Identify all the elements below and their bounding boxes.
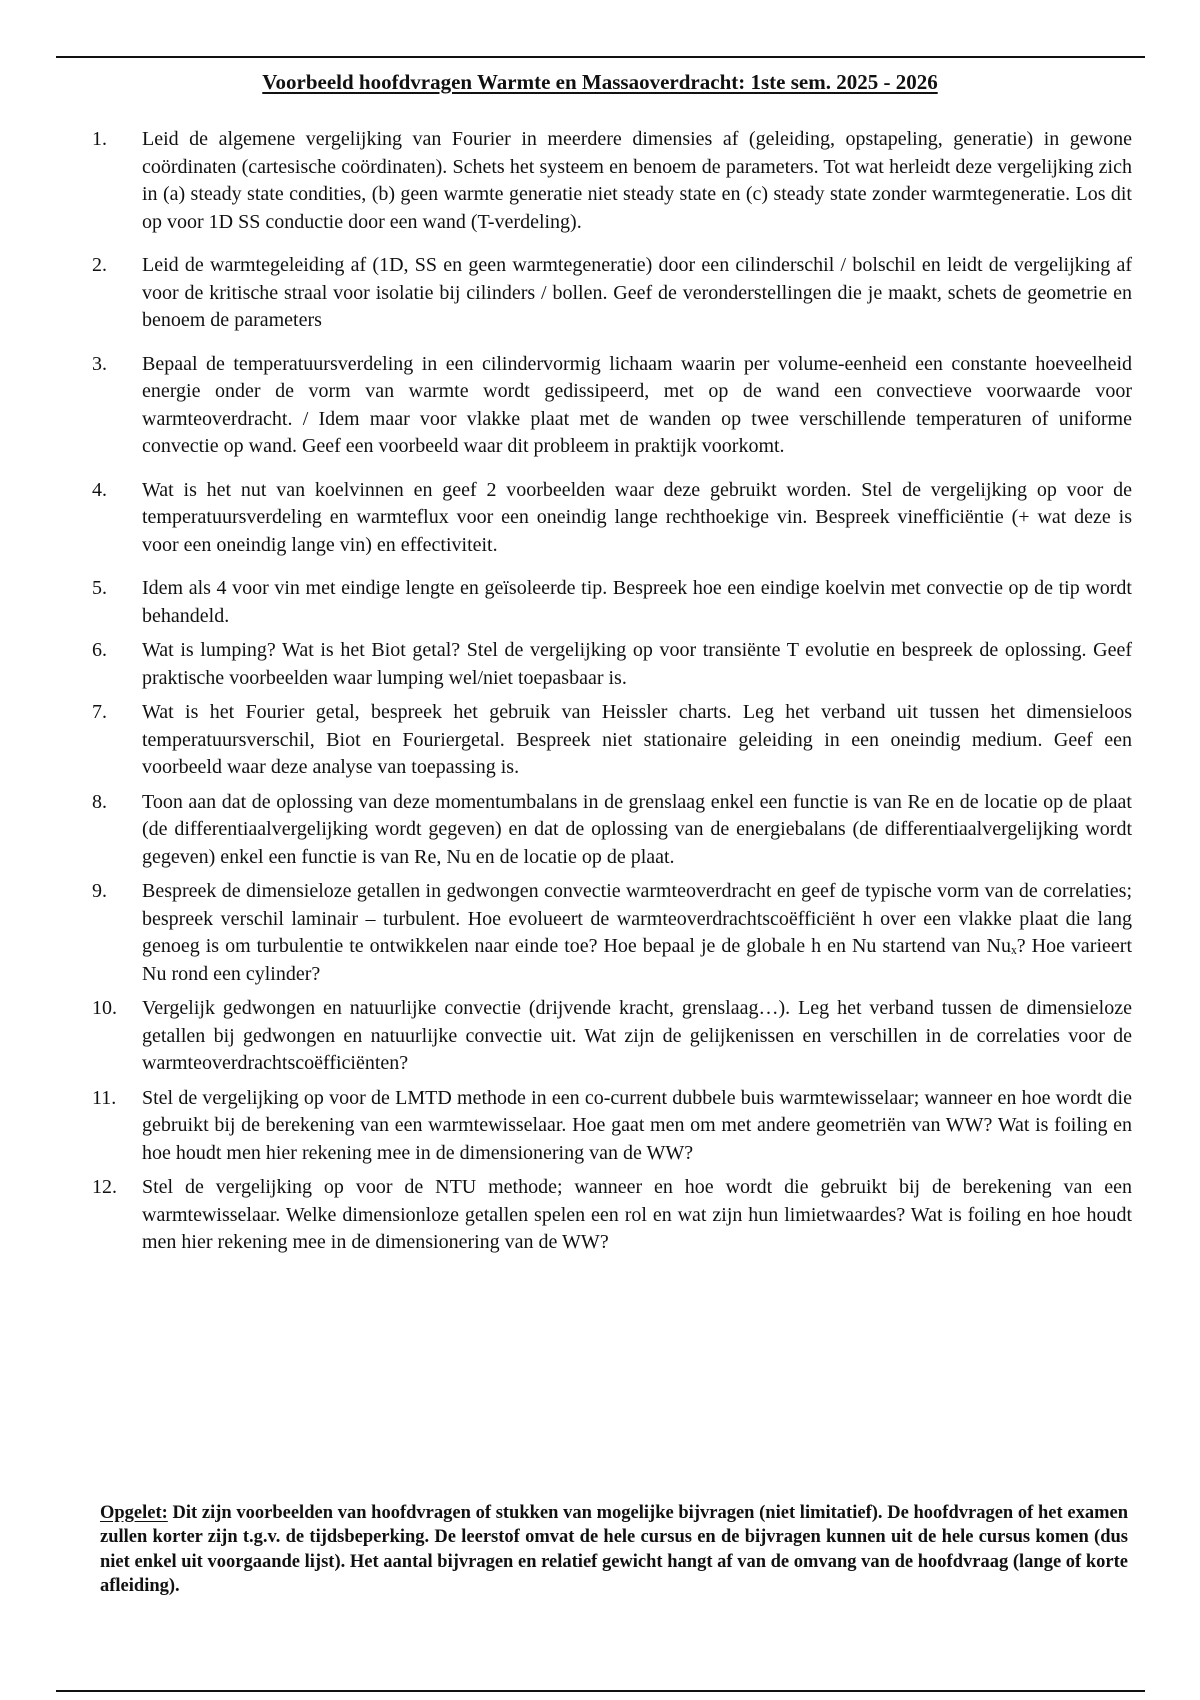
question-item <box>92 637 1132 692</box>
question-number: 3. <box>92 352 107 375</box>
question-text: Leid de algemene vergelijking van Fourier in meerdere dimensies af (geleiding, opstapeling, generatie) in gewone coördinaten (cartesische coördinaten). Schets het systeem en benoem de parameters. Tot wat herleidt deze vergelijking zich in (a) steady state condities, (b) geen warmte generatie niet steady state en (c) steady state zonder warmtegeneratie. Los dit op voor 1D SS conductie door een wand (T-verdeling). <box>142 128 1132 233</box>
question-number: 4. <box>92 478 107 501</box>
page-title-text: Voorbeeld hoofdvragen Warmte en Massaoverdracht: 1ste sem. 2025 - 2026 <box>262 70 938 94</box>
question-text: Stel de vergelijking op voor de NTU methode; wanneer en hoe wordt die gebruikt bij de berekening van een warmtewisselaar. Welke dimensionloze getallen spelen een rol en wat zijn hun limietwaardes? Wat is foiling en hoe houdt men hier rekening mee in de dimensionering van de WW? <box>142 1176 1132 1253</box>
question-item <box>92 699 1132 782</box>
question-text: Wat is het nut van koelvinnen en geef 2 voorbeelden waar deze gebruikt worden. Stel de vergelijking op voor de temperatuursverdeling en warmteflux voor een oneindig lange rechthoekige vin. Bespreek vinefficiëntie (+ wat deze is voor een oneindig lange vin) en effectiviteit. <box>142 478 1132 556</box>
question-number: 8. <box>92 790 107 813</box>
question-item <box>92 477 1132 560</box>
question-item <box>92 1174 1132 1257</box>
question-text: Leid de warmtegeleiding af (1D, SS en geen warmtegeneratie) door een cilinderschil / bolschil en leidt de vergelijking af voor de kritische straal voor isolatie bij cilinders / bollen. Geef de veronderstellingen die je maakt, schets de geometrie en benoem de parameters <box>142 254 1132 331</box>
question-number: 2. <box>92 254 107 276</box>
question-number: 11. <box>92 1086 117 1109</box>
question-text: Idem als 4 voor vin met eindige lengte en geïsoleerde tip. Bespreek hoe een eindige koelvin met convectie op de tip wordt behandeld. <box>142 577 1132 627</box>
question-item <box>92 351 1132 461</box>
question-number: 6. <box>92 639 107 661</box>
question-list <box>92 126 1132 1264</box>
page-title <box>0 70 1200 95</box>
question-number: 9. <box>92 880 107 902</box>
question-text: Wat is het Fourier getal, bespreek het gebruik van Heissler charts. Leg het verband uit tussen het dimensieloos temperatuursverschil, Biot en Fouriergetal. Bespreek niet stationaire geleiding in een oneindig medium. Geef een voorbeeld waar deze analyse van toepassing is. <box>142 701 1132 778</box>
question-number: 7. <box>92 701 107 723</box>
question-item <box>92 1085 1132 1168</box>
question-text: Bespreek de dimensieloze getallen in gedwongen convectie warmteoverdracht en geef de typische vorm van de correlaties; bespreek verschil laminair – turbulent. Hoe evolueert de warmteoverdrachtscoëfficiënt h over een vlakke plaat die lang genoeg is om turbulentie te ontwikkelen naar einde toe? Hoe bepaal je de globale h en Nu startend van Nuₓ? Hoe varieert Nu rond een cylinder? <box>142 880 1132 985</box>
question-item <box>92 789 1132 872</box>
bottom-divider <box>56 1690 1145 1692</box>
question-number: 12. <box>92 1176 117 1198</box>
question-item <box>92 995 1132 1078</box>
exam-notice <box>100 1501 1128 1599</box>
question-item <box>92 878 1132 988</box>
question-text: Stel de vergelijking op voor de LMTD methode in een co-current dubbele buis warmtewisselaar; wanneer en hoe wordt die gebruikt bij de berekening van een warmtewisselaar. Hoe gaat men om met andere geometriën van WW? Wat is foiling en hoe houdt men hier rekening mee in de dimensionering van de WW? <box>142 1086 1132 1164</box>
question-text: Vergelijk gedwongen en natuurlijke convectie (drijvende kracht, grenslaag…). Leg het verband tussen de dimensieloze getallen bij gedwongen en natuurlijke convectie uit. Wat zijn de gelijkenissen en verschillen in de correlaties voor de warmteoverdrachtscoëfficiënten? <box>142 997 1132 1074</box>
question-number: 1. <box>92 128 107 150</box>
question-item <box>92 126 1132 236</box>
top-divider <box>56 56 1145 58</box>
question-text: Toon aan dat de oplossing van deze momentumbalans in de grenslaag enkel een functie is van Re en de locatie op de plaat (de differentiaalvergelijking wordt gegeven) en dat de oplossing van de energiebalans (de differentiaalvergelijking wordt gegeven) enkel een functie is van Re, Nu en de locatie op de plaat. <box>142 790 1132 868</box>
question-item <box>92 575 1132 630</box>
question-text: Wat is lumping? Wat is het Biot getal? Stel de vergelijking op voor transiënte T evolutie en bespreek de oplossing. Geef praktische voorbeelden waar lumping wel/niet toepasbaar is. <box>142 639 1132 689</box>
question-number: 5. <box>92 577 107 599</box>
notice-label: Opgelet: <box>100 1502 168 1523</box>
question-text: Bepaal de temperatuursverdeling in een cilindervormig lichaam waarin per volume-eenheid een constante hoeveelheid energie onder de vorm van warmte wordt gedissipeerd, met op de wand een convectieve voorwaarde voor warmteoverdracht. / Idem maar voor vlakke plaat met de wanden op twee verschillende temperaturen of uniforme convectie op wand. Geef een voorbeeld waar dit probleem in praktijk voorkomt. <box>142 352 1132 457</box>
question-item <box>92 252 1132 335</box>
question-number: 10. <box>92 997 117 1019</box>
notice-text: Dit zijn voorbeelden van hoofdvragen of stukken van mogelijke bijvragen (niet limitatief). De hoofdvragen of het examen zullen korter zijn t.g.v. de tijdsbeperking. De leerstof omvat de hele cursus en de bijvragen kunnen uit de hele cursus komen (dus niet enkel uit voorgaande lijst). Het aantal bijvragen en relatief gewicht hangt af van de omvang van de hoofdvraag (lange of korte afleiding). <box>100 1502 1128 1596</box>
